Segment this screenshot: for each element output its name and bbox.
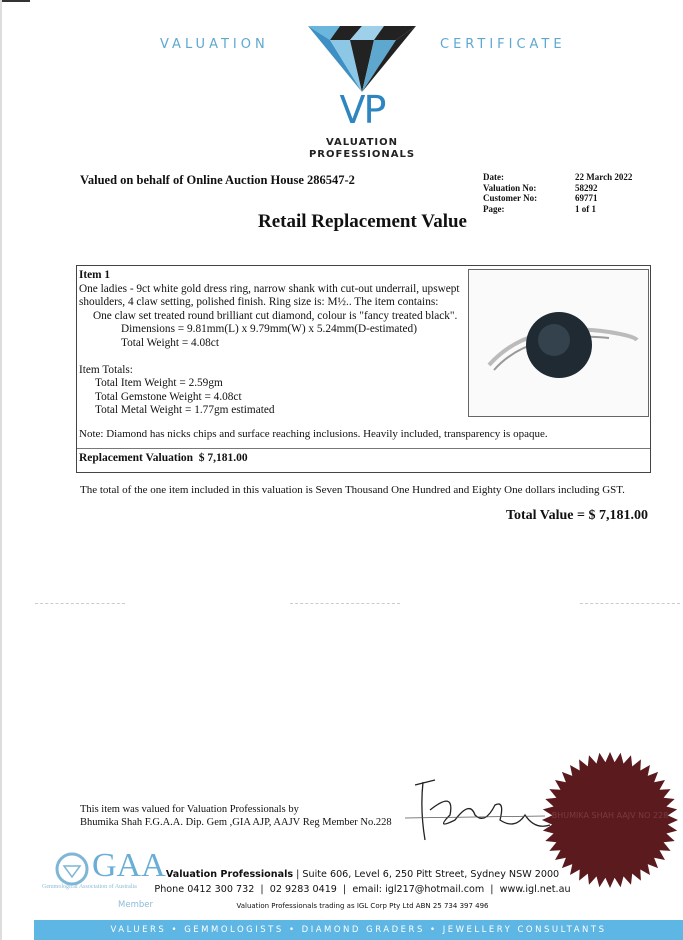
footer-trading: Valuation Professionals trading as IGL Corp Pty Ltd ABN 25 734 397 496: [236, 902, 489, 910]
stone-weight: Total Weight = 4.08ct: [121, 336, 219, 349]
stone-desc: One claw set treated round brilliant cut diamond, colour is "fancy treated black".: [93, 309, 458, 322]
meta-values: [575, 172, 632, 214]
item-box: [76, 265, 651, 473]
total-sentence: The total of the one item included in this valuation is Seven Thousand One Hundred and Eighty One dollars including GST.: [80, 484, 625, 496]
item-desc: shoulders, 4 claw setting, polished finish. Ring size is: M½.. The item contains:: [79, 296, 439, 309]
scan-edge: [0, 0, 30, 2]
meta-value: 22 March 2022: [575, 172, 633, 182]
footer-company: Valuation Professionals: [165, 869, 294, 880]
gaa-subtitle: Gemmological Association of Australia: [42, 884, 137, 890]
ring-photo: [468, 269, 649, 417]
item-heading: Item 1: [79, 269, 111, 281]
footer-band: VALUERS • GEMMOLOGISTS • DIAMOND GRADERS • JEWELLERY CONSULTANTS: [34, 920, 683, 940]
valuer-line: Bhumika Shah F.G.A.A. Dip. Gem ,GIA AJP, AAJV Reg Member No.228: [80, 817, 392, 828]
total-line: Total Metal Weight = 1.77gm estimated: [95, 404, 275, 417]
total-line: Total Item Weight = 2.59gm: [95, 377, 223, 390]
meta-label: Valuation No:: [483, 182, 537, 193]
header-right: CERTIFICATE: [440, 37, 566, 52]
item-desc: One ladies - 9ct white gold dress ring, narrow shank with cut-out underrail, upswept: [79, 282, 460, 295]
signature: [395, 770, 555, 850]
stone-dimensions: Dimensions = 9.81mm(L) x 9.79mm(W) x 5.24mm(D-estimated): [121, 323, 417, 336]
logo-line1: VALUATION: [325, 137, 398, 148]
logo-letters: VP: [339, 88, 385, 132]
meta-value: 69771: [575, 193, 598, 203]
valuer-line: This item was valued for Valuation Professionals by: [80, 804, 299, 815]
meta-value: 1 of 1: [575, 203, 596, 214]
valued-on-behalf: Valued on behalf of Online Auction House 286547-2: [80, 173, 355, 187]
totals-heading: Item Totals:: [79, 363, 133, 376]
footer-address-text: | Suite 606, Level 6, 250 Pitt Street, Sydney NSW 2000: [293, 869, 560, 880]
seal-text: BHUMIKA SHAH AAJV NO 228: [551, 811, 669, 820]
meta-label: Customer No:: [483, 193, 538, 203]
gaa-logo: GAA: [92, 847, 166, 884]
meta-label: Page:: [483, 203, 505, 214]
item-note: Note: Diamond has nicks chips and surface reaching inclusions. Heavily included, transparency is opaque.: [79, 428, 548, 440]
header-left: VALUATION: [160, 37, 269, 52]
logo-text: [300, 137, 424, 161]
diamond-logo-icon: [300, 22, 424, 96]
replacement-label: Replacement Valuation: [79, 452, 194, 464]
footer-address: [0, 869, 683, 880]
page-title: Retail Replacement Value: [258, 211, 467, 232]
meta-labels: [483, 172, 537, 214]
footer-contact: Phone 0412 300 732 | 02 9283 0419 | email: igl217@hotmail.com | www.igl.net.au: [154, 884, 571, 895]
gaa-member: Member: [118, 900, 153, 910]
total-value: Total Value = $ 7,181.00: [505, 508, 648, 523]
replacement-value: $ 7,181.00: [198, 452, 248, 464]
meta-value: 58292: [575, 182, 598, 193]
replacement-valuation: [79, 452, 248, 464]
valuer-text: [80, 803, 392, 829]
logo-line2: PROFESSIONALS: [308, 149, 416, 160]
meta-label: Date:: [483, 172, 504, 182]
scan-edge: [0, 0, 2, 940]
total-line: Total Gemstone Weight = 4.08ct: [95, 390, 242, 403]
